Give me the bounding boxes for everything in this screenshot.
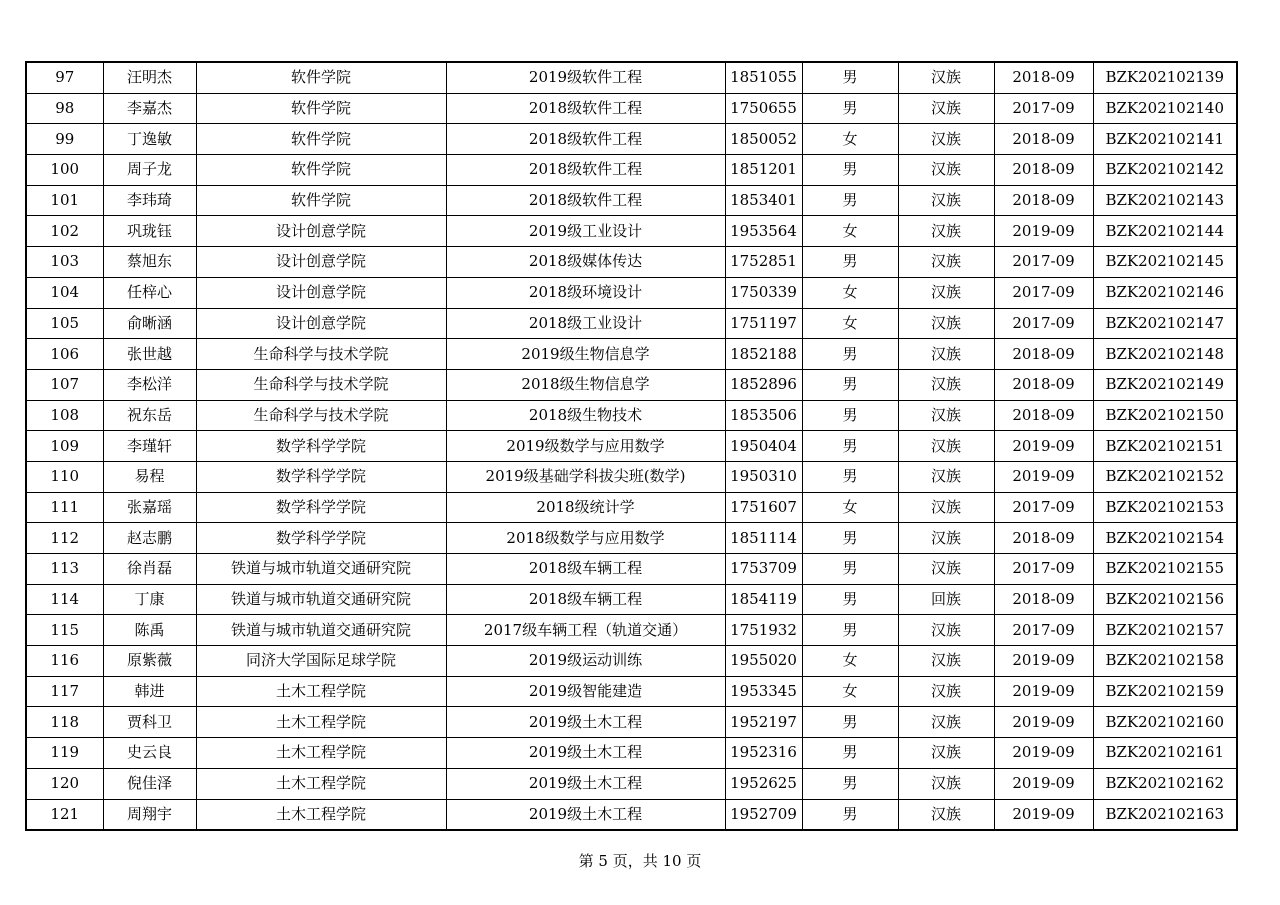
- student-id-cell: 1851201: [725, 155, 802, 186]
- student-name-cell: 张世越: [103, 339, 196, 370]
- student-name-cell: 原紫薇: [103, 646, 196, 677]
- college-cell: 设计创意学院: [196, 277, 446, 308]
- student-name-cell: 陈禹: [103, 615, 196, 646]
- ethnicity-cell: 汉族: [898, 768, 994, 799]
- gender-cell: 男: [802, 247, 898, 278]
- ethnicity-cell: 汉族: [898, 247, 994, 278]
- college-cell: 同济大学国际足球学院: [196, 646, 446, 677]
- major-class-cell: 2019级智能建造: [446, 676, 725, 707]
- enrollment-date-cell: 2019-09: [994, 461, 1093, 492]
- gender-cell: 男: [802, 554, 898, 585]
- student-id-cell: 1850052: [725, 124, 802, 155]
- student-name-cell: 李瑾轩: [103, 431, 196, 462]
- student-id-cell: 1950404: [725, 431, 802, 462]
- enrollment-date-cell: 2019-09: [994, 646, 1093, 677]
- college-cell: 数学科学学院: [196, 461, 446, 492]
- enrollment-date-cell: 2017-09: [994, 247, 1093, 278]
- gender-cell: 男: [802, 738, 898, 769]
- college-cell: 生命科学与技术学院: [196, 339, 446, 370]
- major-class-cell: 2018级软件工程: [446, 185, 725, 216]
- student-id-cell: 1852896: [725, 369, 802, 400]
- college-cell: 铁道与城市轨道交通研究院: [196, 554, 446, 585]
- row-number-cell: 108: [26, 400, 103, 431]
- certificate-id-cell: BZK202102160: [1093, 707, 1237, 738]
- enrollment-date-cell: 2018-09: [994, 400, 1093, 431]
- table-row: [26, 62, 1237, 93]
- table-row: [26, 523, 1237, 554]
- gender-cell: 男: [802, 707, 898, 738]
- gender-cell: 女: [802, 308, 898, 339]
- student-id-cell: 1750339: [725, 277, 802, 308]
- enrollment-date-cell: 2018-09: [994, 185, 1093, 216]
- table-row: [26, 461, 1237, 492]
- ethnicity-cell: 汉族: [898, 461, 994, 492]
- college-cell: 土木工程学院: [196, 768, 446, 799]
- student-id-cell: 1751932: [725, 615, 802, 646]
- college-cell: 数学科学学院: [196, 523, 446, 554]
- student-id-cell: 1950310: [725, 461, 802, 492]
- major-class-cell: 2019级数学与应用数学: [446, 431, 725, 462]
- certificate-id-cell: BZK202102144: [1093, 216, 1237, 247]
- major-class-cell: 2017级车辆工程（轨道交通）: [446, 615, 725, 646]
- college-cell: 设计创意学院: [196, 308, 446, 339]
- table-row: [26, 707, 1237, 738]
- student-roster-table: [25, 61, 1238, 831]
- row-number-cell: 110: [26, 461, 103, 492]
- ethnicity-cell: 汉族: [898, 216, 994, 247]
- row-number-cell: 111: [26, 492, 103, 523]
- table-row: [26, 738, 1237, 769]
- ethnicity-cell: 汉族: [898, 369, 994, 400]
- ethnicity-cell: 汉族: [898, 308, 994, 339]
- student-id-cell: 1955020: [725, 646, 802, 677]
- ethnicity-cell: 汉族: [898, 799, 994, 830]
- row-number-cell: 109: [26, 431, 103, 462]
- ethnicity-cell: 汉族: [898, 431, 994, 462]
- major-class-cell: 2019级土木工程: [446, 738, 725, 769]
- enrollment-date-cell: 2018-09: [994, 124, 1093, 155]
- major-class-cell: 2018级软件工程: [446, 155, 725, 186]
- enrollment-date-cell: 2019-09: [994, 768, 1093, 799]
- college-cell: 设计创意学院: [196, 247, 446, 278]
- certificate-id-cell: BZK202102149: [1093, 369, 1237, 400]
- college-cell: 土木工程学院: [196, 676, 446, 707]
- enrollment-date-cell: 2018-09: [994, 339, 1093, 370]
- major-class-cell: 2018级媒体传达: [446, 247, 725, 278]
- gender-cell: 女: [802, 277, 898, 308]
- row-number-cell: 112: [26, 523, 103, 554]
- major-class-cell: 2019级软件工程: [446, 62, 725, 93]
- student-name-cell: 丁逸敏: [103, 124, 196, 155]
- college-cell: 土木工程学院: [196, 799, 446, 830]
- gender-cell: 男: [802, 62, 898, 93]
- enrollment-date-cell: 2017-09: [994, 277, 1093, 308]
- certificate-id-cell: BZK202102153: [1093, 492, 1237, 523]
- table-row: [26, 369, 1237, 400]
- enrollment-date-cell: 2017-09: [994, 492, 1093, 523]
- certificate-id-cell: BZK202102162: [1093, 768, 1237, 799]
- table-row: [26, 676, 1237, 707]
- table-row: [26, 308, 1237, 339]
- student-name-cell: 俞晰涵: [103, 308, 196, 339]
- student-name-cell: 蔡旭东: [103, 247, 196, 278]
- ethnicity-cell: 汉族: [898, 93, 994, 124]
- ethnicity-cell: 汉族: [898, 676, 994, 707]
- certificate-id-cell: BZK202102150: [1093, 400, 1237, 431]
- row-number-cell: 120: [26, 768, 103, 799]
- row-number-cell: 100: [26, 155, 103, 186]
- ethnicity-cell: 回族: [898, 584, 994, 615]
- college-cell: 数学科学学院: [196, 431, 446, 462]
- table-row: [26, 185, 1237, 216]
- student-id-cell: 1752851: [725, 247, 802, 278]
- row-number-cell: 118: [26, 707, 103, 738]
- college-cell: 铁道与城市轨道交通研究院: [196, 584, 446, 615]
- gender-cell: 男: [802, 339, 898, 370]
- table-row: [26, 768, 1237, 799]
- enrollment-date-cell: 2019-09: [994, 738, 1093, 769]
- gender-cell: 男: [802, 523, 898, 554]
- gender-cell: 女: [802, 492, 898, 523]
- row-number-cell: 121: [26, 799, 103, 830]
- certificate-id-cell: BZK202102139: [1093, 62, 1237, 93]
- roster-body: [26, 62, 1237, 830]
- enrollment-date-cell: 2018-09: [994, 584, 1093, 615]
- gender-cell: 男: [802, 400, 898, 431]
- ethnicity-cell: 汉族: [898, 615, 994, 646]
- major-class-cell: 2018级生物信息学: [446, 369, 725, 400]
- table-row: [26, 277, 1237, 308]
- ethnicity-cell: 汉族: [898, 185, 994, 216]
- certificate-id-cell: BZK202102142: [1093, 155, 1237, 186]
- college-cell: 软件学院: [196, 62, 446, 93]
- table-row: [26, 492, 1237, 523]
- enrollment-date-cell: 2019-09: [994, 707, 1093, 738]
- ethnicity-cell: 汉族: [898, 277, 994, 308]
- gender-cell: 女: [802, 124, 898, 155]
- certificate-id-cell: BZK202102157: [1093, 615, 1237, 646]
- table-row: [26, 554, 1237, 585]
- student-name-cell: 赵志鹏: [103, 523, 196, 554]
- student-name-cell: 李嘉杰: [103, 93, 196, 124]
- student-name-cell: 丁康: [103, 584, 196, 615]
- student-id-cell: 1953345: [725, 676, 802, 707]
- major-class-cell: 2018级软件工程: [446, 124, 725, 155]
- gender-cell: 男: [802, 584, 898, 615]
- enrollment-date-cell: 2019-09: [994, 676, 1093, 707]
- certificate-id-cell: BZK202102143: [1093, 185, 1237, 216]
- student-id-cell: 1853401: [725, 185, 802, 216]
- student-id-cell: 1751607: [725, 492, 802, 523]
- row-number-cell: 99: [26, 124, 103, 155]
- enrollment-date-cell: 2018-09: [994, 155, 1093, 186]
- enrollment-date-cell: 2018-09: [994, 523, 1093, 554]
- row-number-cell: 97: [26, 62, 103, 93]
- student-name-cell: 汪明杰: [103, 62, 196, 93]
- student-id-cell: 1851055: [725, 62, 802, 93]
- enrollment-date-cell: 2018-09: [994, 369, 1093, 400]
- table-row: [26, 339, 1237, 370]
- student-id-cell: 1853506: [725, 400, 802, 431]
- certificate-id-cell: BZK202102141: [1093, 124, 1237, 155]
- row-number-cell: 106: [26, 339, 103, 370]
- student-id-cell: 1952625: [725, 768, 802, 799]
- table-row: [26, 216, 1237, 247]
- student-name-cell: 张嘉瑶: [103, 492, 196, 523]
- college-cell: 铁道与城市轨道交通研究院: [196, 615, 446, 646]
- ethnicity-cell: 汉族: [898, 554, 994, 585]
- major-class-cell: 2019级土木工程: [446, 799, 725, 830]
- enrollment-date-cell: 2019-09: [994, 431, 1093, 462]
- table-row: [26, 93, 1237, 124]
- certificate-id-cell: BZK202102155: [1093, 554, 1237, 585]
- row-number-cell: 119: [26, 738, 103, 769]
- student-id-cell: 1952197: [725, 707, 802, 738]
- major-class-cell: 2019级生物信息学: [446, 339, 725, 370]
- gender-cell: 女: [802, 216, 898, 247]
- certificate-id-cell: BZK202102152: [1093, 461, 1237, 492]
- student-id-cell: 1952316: [725, 738, 802, 769]
- row-number-cell: 115: [26, 615, 103, 646]
- enrollment-date-cell: 2019-09: [994, 799, 1093, 830]
- ethnicity-cell: 汉族: [898, 646, 994, 677]
- gender-cell: 男: [802, 431, 898, 462]
- student-name-cell: 任梓心: [103, 277, 196, 308]
- enrollment-date-cell: 2017-09: [994, 554, 1093, 585]
- major-class-cell: 2018级生物技术: [446, 400, 725, 431]
- enrollment-date-cell: 2017-09: [994, 615, 1093, 646]
- student-id-cell: 1753709: [725, 554, 802, 585]
- major-class-cell: 2019级基础学科拔尖班(数学): [446, 461, 725, 492]
- gender-cell: 男: [802, 93, 898, 124]
- row-number-cell: 98: [26, 93, 103, 124]
- student-name-cell: 倪佳泽: [103, 768, 196, 799]
- table-row: [26, 431, 1237, 462]
- certificate-id-cell: BZK202102148: [1093, 339, 1237, 370]
- ethnicity-cell: 汉族: [898, 707, 994, 738]
- student-name-cell: 贾科卫: [103, 707, 196, 738]
- row-number-cell: 103: [26, 247, 103, 278]
- enrollment-date-cell: 2018-09: [994, 62, 1093, 93]
- major-class-cell: 2019级运动训练: [446, 646, 725, 677]
- major-class-cell: 2018级统计学: [446, 492, 725, 523]
- enrollment-date-cell: 2017-09: [994, 308, 1093, 339]
- ethnicity-cell: 汉族: [898, 339, 994, 370]
- certificate-id-cell: BZK202102163: [1093, 799, 1237, 830]
- gender-cell: 男: [802, 615, 898, 646]
- row-number-cell: 113: [26, 554, 103, 585]
- student-name-cell: 韩进: [103, 676, 196, 707]
- gender-cell: 女: [802, 646, 898, 677]
- table-row: [26, 584, 1237, 615]
- student-name-cell: 祝东岳: [103, 400, 196, 431]
- major-class-cell: 2018级环境设计: [446, 277, 725, 308]
- student-name-cell: 巩珑钰: [103, 216, 196, 247]
- college-cell: 软件学院: [196, 185, 446, 216]
- row-number-cell: 101: [26, 185, 103, 216]
- certificate-id-cell: BZK202102156: [1093, 584, 1237, 615]
- major-class-cell: 2018级数学与应用数学: [446, 523, 725, 554]
- certificate-id-cell: BZK202102151: [1093, 431, 1237, 462]
- student-name-cell: 史云良: [103, 738, 196, 769]
- student-id-cell: 1751197: [725, 308, 802, 339]
- ethnicity-cell: 汉族: [898, 738, 994, 769]
- gender-cell: 男: [802, 461, 898, 492]
- student-name-cell: 徐肖磊: [103, 554, 196, 585]
- table-row: [26, 799, 1237, 830]
- college-cell: 生命科学与技术学院: [196, 400, 446, 431]
- row-number-cell: 105: [26, 308, 103, 339]
- row-number-cell: 117: [26, 676, 103, 707]
- student-name-cell: 周翔宇: [103, 799, 196, 830]
- student-id-cell: 1852188: [725, 339, 802, 370]
- student-id-cell: 1851114: [725, 523, 802, 554]
- table-row: [26, 247, 1237, 278]
- certificate-id-cell: BZK202102140: [1093, 93, 1237, 124]
- row-number-cell: 107: [26, 369, 103, 400]
- ethnicity-cell: 汉族: [898, 155, 994, 186]
- major-class-cell: 2018级车辆工程: [446, 584, 725, 615]
- student-id-cell: 1952709: [725, 799, 802, 830]
- college-cell: 软件学院: [196, 155, 446, 186]
- college-cell: 软件学院: [196, 93, 446, 124]
- enrollment-date-cell: 2019-09: [994, 216, 1093, 247]
- student-name-cell: 李玮琦: [103, 185, 196, 216]
- ethnicity-cell: 汉族: [898, 124, 994, 155]
- table-row: [26, 400, 1237, 431]
- gender-cell: 男: [802, 369, 898, 400]
- ethnicity-cell: 汉族: [898, 492, 994, 523]
- certificate-id-cell: BZK202102158: [1093, 646, 1237, 677]
- gender-cell: 男: [802, 799, 898, 830]
- ethnicity-cell: 汉族: [898, 400, 994, 431]
- table-row: [26, 155, 1237, 186]
- certificate-id-cell: BZK202102147: [1093, 308, 1237, 339]
- enrollment-date-cell: 2017-09: [994, 93, 1093, 124]
- college-cell: 土木工程学院: [196, 738, 446, 769]
- certificate-id-cell: BZK202102161: [1093, 738, 1237, 769]
- row-number-cell: 102: [26, 216, 103, 247]
- table-row: [26, 646, 1237, 677]
- major-class-cell: 2018级工业设计: [446, 308, 725, 339]
- student-name-cell: 周子龙: [103, 155, 196, 186]
- row-number-cell: 116: [26, 646, 103, 677]
- major-class-cell: 2019级土木工程: [446, 768, 725, 799]
- gender-cell: 女: [802, 676, 898, 707]
- row-number-cell: 104: [26, 277, 103, 308]
- gender-cell: 男: [802, 155, 898, 186]
- student-id-cell: 1750655: [725, 93, 802, 124]
- major-class-cell: 2018级车辆工程: [446, 554, 725, 585]
- student-id-cell: 1854119: [725, 584, 802, 615]
- table-row: [26, 124, 1237, 155]
- student-name-cell: 李松洋: [103, 369, 196, 400]
- college-cell: 软件学院: [196, 124, 446, 155]
- college-cell: 数学科学学院: [196, 492, 446, 523]
- certificate-id-cell: BZK202102159: [1093, 676, 1237, 707]
- college-cell: 生命科学与技术学院: [196, 369, 446, 400]
- college-cell: 土木工程学院: [196, 707, 446, 738]
- college-cell: 设计创意学院: [196, 216, 446, 247]
- table-row: [26, 615, 1237, 646]
- gender-cell: 男: [802, 185, 898, 216]
- major-class-cell: 2019级工业设计: [446, 216, 725, 247]
- student-id-cell: 1953564: [725, 216, 802, 247]
- certificate-id-cell: BZK202102154: [1093, 523, 1237, 554]
- gender-cell: 男: [802, 768, 898, 799]
- certificate-id-cell: BZK202102145: [1093, 247, 1237, 278]
- certificate-id-cell: BZK202102146: [1093, 277, 1237, 308]
- student-name-cell: 易程: [103, 461, 196, 492]
- row-number-cell: 114: [26, 584, 103, 615]
- page-number: 第 5 页，共 10 页: [578, 852, 702, 870]
- ethnicity-cell: 汉族: [898, 523, 994, 554]
- major-class-cell: 2019级土木工程: [446, 707, 725, 738]
- ethnicity-cell: 汉族: [898, 62, 994, 93]
- major-class-cell: 2018级软件工程: [446, 93, 725, 124]
